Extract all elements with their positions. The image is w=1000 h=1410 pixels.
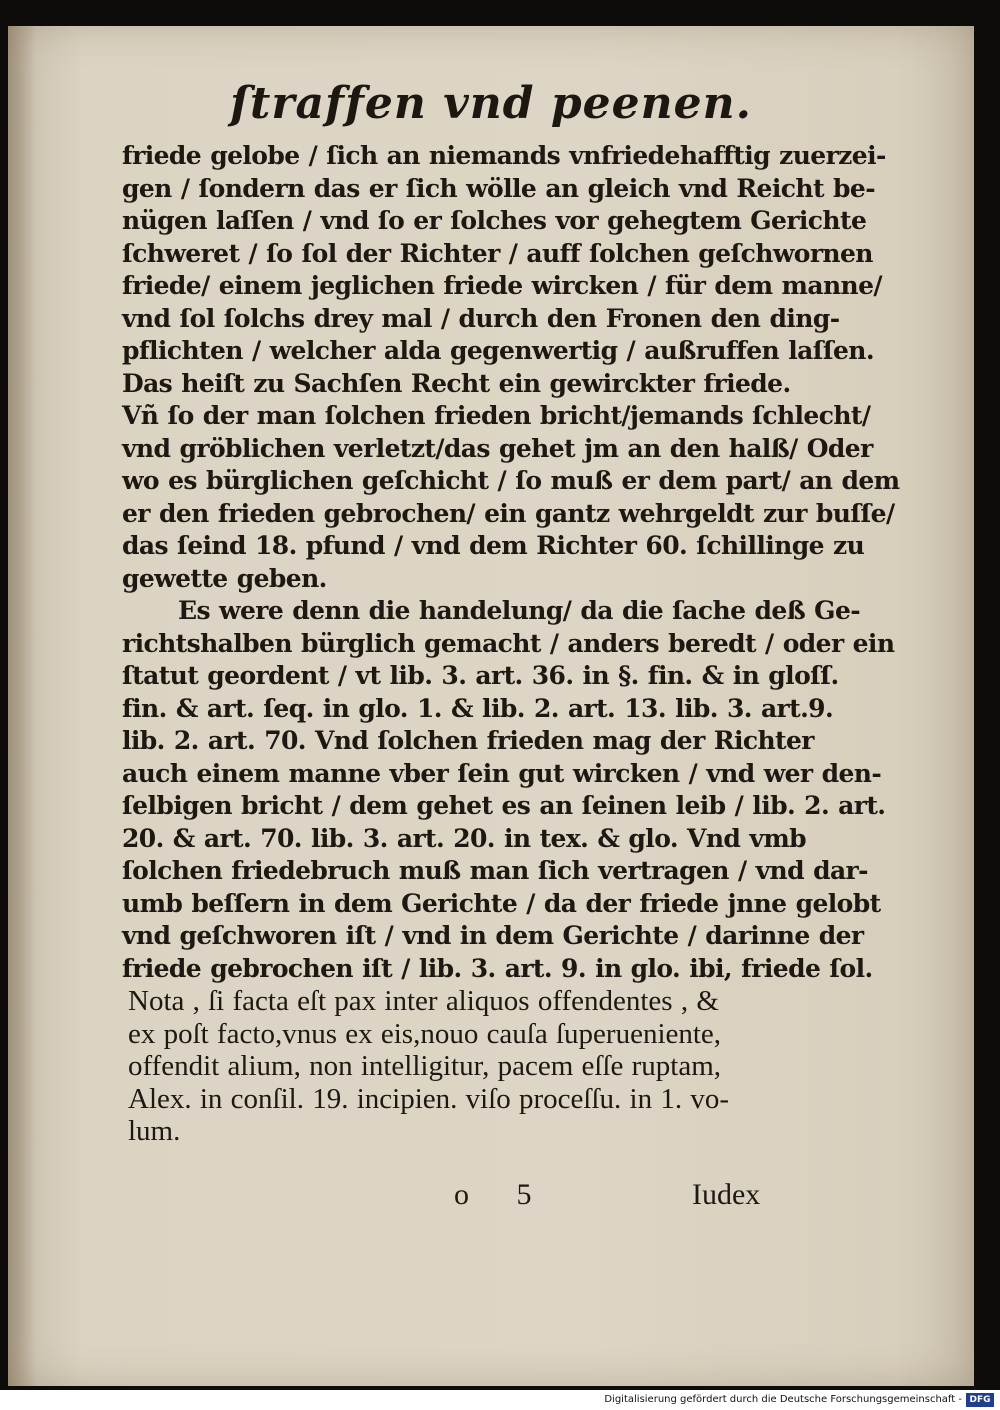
text-line: richtshalben bürglich gemacht / anders beredt / oder ein — [122, 628, 895, 658]
text-line: fin. & art. ſeq. in glo. 1. & lib. 2. art. 13. lib. 3. art.9. — [122, 693, 834, 723]
text-line: vnd ſol ſolchs drey mal / durch den Fronen den ding- — [122, 303, 840, 333]
text-line: er den frieden gebrochen/ ein gantz wehrgeldt zur buſſe/ — [122, 498, 895, 528]
text-line: friede gelobe / ſich an niemands vnfriedehafftig zuerzei- — [122, 141, 886, 170]
latin-line: Alex. in conſil. 19. incipien. viſo proceſſu. in 1. vo- — [128, 1082, 729, 1115]
text-line: friede/ einem jeglichen friede wircken / für dem manne/ — [122, 271, 882, 300]
latin-line: offendit alium, non intelligitur, pacem eſſe ruptam, — [128, 1050, 722, 1082]
dfg-logo-icon: DFG — [966, 1393, 994, 1407]
book-page — [8, 26, 974, 1386]
text-line: wo es bürglichen geſchicht / ſo muß er dem part/ an dem — [122, 466, 900, 495]
text-line: auch einem manne vber ſein gut wircken / vnd wer den- — [122, 758, 882, 788]
signature-mark: o 5 — [454, 1178, 552, 1211]
funding-credit: Digitalisierung gefördert durch die Deutsche Forschungsgemeinschaft - — [604, 1394, 962, 1405]
text-line: lib. 2. art. 70. Vnd ſolchen frieden mag der Richter — [122, 726, 814, 755]
latin-line: ex poſt facto,vnus ex eis,nouo cauſa ſuperueniente, — [128, 1017, 722, 1050]
text-line: pflichten / welcher alda gegenwertig / außruffen laſſen. — [122, 336, 874, 365]
text-line: nügen laſſen / vnd ſo er ſolches vor gehegtem Gerichte — [122, 206, 867, 235]
text-line: ſtatut geordent / vt lib. 3. art. 36. in §. fin. & in gloſſ. — [122, 661, 839, 690]
page-footer — [8, 1178, 974, 1218]
text-line: gen / ſondern das er ſich wölle an gleich vnd Reicht be- — [122, 173, 875, 203]
paragraph-first-line: Es were denn die handelung/ da die ſache deß Ge- — [178, 596, 861, 625]
text-line: das ſeind 18. pfund / vnd dem Richter 60. ſchillinge zu — [122, 531, 865, 560]
text-line: Das heiſt zu Sachſen Recht ein gewirckter friede. — [122, 368, 791, 398]
text-line: vnd gröblichen verletzt/das gehet jm an den halß/ Oder — [122, 433, 873, 463]
text-line: gewette geben. — [122, 563, 327, 593]
running-title: ſtraffen vnd peenen. — [230, 78, 752, 129]
text-line: vnd geſchworen iſt / vnd in dem Gerichte / darinne der — [122, 921, 864, 950]
text-line: friede gebrochen iſt / lib. 3. art. 9. in glo. ibi, friede ſol. — [122, 953, 873, 983]
text-line: ſchweret / ſo ſol der Richter / auff ſolchen geſchwornen — [122, 238, 873, 268]
text-line: ſolchen friedebruch muß man ſich vertragen / vnd dar- — [122, 856, 868, 885]
text-line: umb beſſern in dem Gerichte / da der friede jnne gelobt — [122, 888, 881, 918]
body-text — [122, 140, 900, 1148]
text-line: Vñ ſo der man ſolchen frieden bricht/jemands ſchlecht/ — [122, 401, 871, 430]
text-line: 20. & art. 70. lib. 3. art. 20. in tex. & glo. Vnd vmb — [122, 823, 807, 853]
latin-line: lum. — [128, 1115, 181, 1147]
latin-line: Nota , ſi facta eſt pax inter aliquos offendentes , & — [128, 985, 719, 1017]
catchword: Iudex — [692, 1178, 761, 1211]
text-line: ſelbigen bricht / dem gehet es an ſeinen leib / lib. 2. art. — [122, 791, 886, 820]
